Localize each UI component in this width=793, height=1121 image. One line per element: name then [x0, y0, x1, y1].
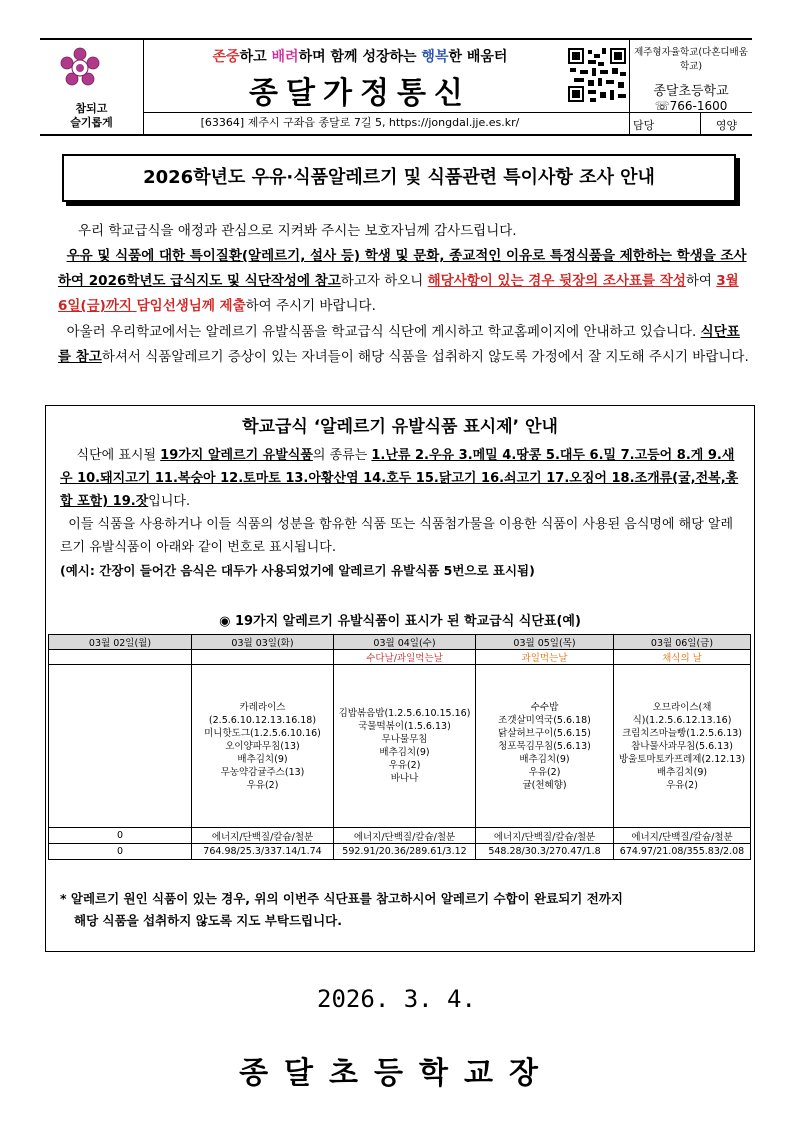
divider	[143, 40, 144, 134]
allergy-footnote: * 알레르기 원인 식품이 있는 경우, 위의 이번주 식단표를 참고하시어 알레르기 수합이 완료되기 전까지 해당 식품을 섭취하지 않도록 지도 부탁드립니다.	[60, 891, 623, 928]
table-row	[49, 665, 751, 828]
table-cell: 548.28/30.3/270.47/1.8	[476, 844, 614, 860]
table-row	[49, 844, 751, 860]
school-info	[630, 40, 752, 112]
emblem-motto-1: 참되고	[75, 102, 108, 115]
table-row	[49, 650, 751, 665]
table-cell: 채식의 날	[614, 650, 751, 665]
school-name: 종달초등학교	[653, 84, 729, 99]
letterhead	[40, 38, 752, 136]
table-cell: 592.91/20.36/289.61/3.12	[334, 844, 476, 860]
intro-paragraph-1: 우리 학교급식을 애정과 관심으로 지켜봐 주시는 보호자님께 감사드립니다.	[78, 223, 517, 239]
table-cell	[49, 650, 192, 665]
table-cell: 김밥볶음밥(1.2.5.6.10.15.16) 국물떡볶이(1.5.6.13) 무나물무침 배추김치(9) 우유(2) 바나나	[334, 665, 476, 828]
table-cell: 수수밥 조갯살미역국(5.6.18) 닭살허브구이(5.6.15) 청포묵김무침(5.6.13) 배추김치(9) 우유(2) 귤(천혜향)	[476, 665, 614, 828]
table-row	[49, 828, 751, 844]
issue-date: 2026. 3. 4.	[317, 985, 476, 1013]
menu-table-caption: ◉ 19가지 알레르기 유발식품이 표시가 된 학교급식 식단표(예)	[219, 614, 581, 629]
table-cell: 오므라이스(채 식)(1.2.5.6.12.13.16) 크림치즈마늘빵(1.2.5.6.13) 참나물사과무침(5.6.13) 방울토마토카프레제(2.12.13) 배추김치(9) 우유(2)	[614, 665, 751, 828]
table-cell: 과일먹는날	[476, 650, 614, 665]
table-cell: 에너지/단백질/칼슘/철분	[614, 828, 751, 844]
table-cell: 에너지/단백질/칼슘/철분	[476, 828, 614, 844]
table-cell: 수다날/과일먹는날	[334, 650, 476, 665]
table-cell: 에너지/단백질/칼슘/철분	[192, 828, 334, 844]
table-row	[49, 635, 751, 650]
emblem-motto-2: 슬기롭게	[70, 116, 113, 129]
table-cell: 03월 06일(금)	[614, 635, 751, 650]
principal-signature: 종달초등학교장	[239, 1056, 554, 1091]
table-cell: 03월 02일(월)	[49, 635, 192, 650]
table-cell: 03월 05일(목)	[476, 635, 614, 650]
intro-paragraph-2: 우유 및 식품에 대한 특이질환(알레르기, 설사 등) 학생 및 문화, 종교적인 이유로 특정식품을 제한하는 학생을 조사하여 2026학년도 급식지도 및 식단작성에 참고하고자 하오니 해당사항이 있는 경우 뒷장의 조사표를 작성하여 3월 6일(금)까지 담임선생님께 제출하여 주시기 바랍니다.	[58, 248, 747, 314]
school-motto: 존중하고 배려하며 함께 성장하는 행복한 배움터	[212, 49, 508, 65]
document-title: 2026학년도 우유·식품알레르기 및 식품관련 특이사항 조사 안내	[62, 154, 736, 202]
table-cell: 0	[49, 844, 192, 860]
table-cell: 카레라이스 (2.5.6.10.12.13.16.18) 미니핫도그(1.2.5.6.10.16) 오이양파무침(13) 배추김치(9) 무농약감귤주스(13) 우유(2)	[192, 665, 334, 828]
table-cell: 674.97/21.08/355.83/2.08	[614, 844, 751, 860]
dept-label: 담당	[633, 119, 655, 132]
table-cell: 에너지/단백질/칼슘/철분	[334, 828, 476, 844]
table-cell: 0	[49, 828, 192, 844]
allergy-notice-box	[45, 405, 755, 952]
table-cell	[49, 665, 192, 828]
notice-title: 학교급식 ‘알레르기 유발식품 표시제’ 안내	[242, 417, 558, 437]
table-cell: 764.98/25.3/337.14/1.74	[192, 844, 334, 860]
school-address: [63364] 제주시 구좌읍 종달로 7길 5, https://jongdal.jje.es.kr/	[200, 116, 520, 129]
table-cell: 03월 04일(수)	[334, 635, 476, 650]
notice-paragraph-2: 이들 식품을 사용하거나 이들 식품의 성분을 함유한 식품 또는 식품첨가물을 이용한 식품이 사용된 음식명에 해당 알레르기 유발식품이 아래와 같이 번호로 표시됩니다.	[60, 517, 734, 555]
dept-value: 영양	[715, 119, 738, 132]
notice-paragraph-1: 식단에 표시될 19가지 알레르기 유발식품의 종류는 1.난류 2.우유 3.메밀 4.땅콩 5.대두 6.밀 7.고등어 8.게 9.새우 10.돼지고기 11.복숭아 12.토마토 13.아황산염 14.호두 15.닭고기 16.쇠고기 17.오징어 18.조개류(굴,전복,홍합 포함) 19.잣입니다.	[60, 448, 739, 509]
school-phone: ☏766-1600	[654, 99, 728, 113]
sample-menu-table	[48, 634, 751, 860]
school-type: 제주형자율학교(다혼디배움학교)	[634, 47, 748, 72]
newsletter-title: 종달가정통신	[249, 76, 471, 111]
school-emblem-icon	[58, 46, 102, 90]
table-cell	[192, 650, 334, 665]
qr-code-icon	[566, 46, 628, 104]
table-cell: 03월 03일(화)	[192, 635, 334, 650]
notice-example: (예시: 간장이 들어간 음식은 대두가 사용되었기에 알레르기 유발식품 5번으로 표시됨)	[60, 563, 535, 578]
intro-paragraph-3: 아울러 우리학교에서는 알레르기 유발식품을 학교급식 식단에 게시하고 학교홈페이지에 안내하고 있습니다. 식단표를 참고하셔서 식품알레르기 증상이 있는 자녀들이 해당 식품을 섭취하지 않도록 가정에서 잘 지도해 주시기 바랍니다.	[58, 324, 749, 365]
